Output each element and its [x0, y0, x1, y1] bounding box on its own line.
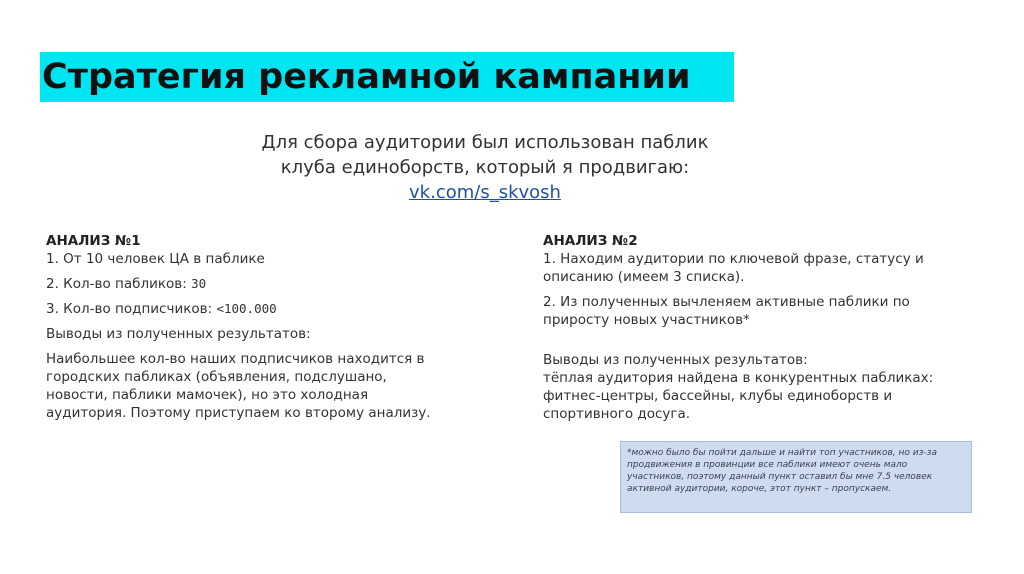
- analysis-1-conclusion-line: Наибольшее кол-во наших подписчиков находится в: [46, 351, 425, 367]
- intro-line: клуба единоборств, который я продвигаю:: [280, 157, 690, 178]
- analysis-2-conclusion-line: тёплая аудитория найдена в конкурентных пабликах:: [543, 370, 934, 386]
- analysis-1-item-2-label: 2. Кол-во пабликов:: [46, 276, 187, 292]
- analysis-1-heading: АНАЛИЗ №1: [46, 233, 141, 249]
- intro-line: Для сбора аудитории был использован паблик: [261, 132, 709, 153]
- analysis-2-item-2: 2. Из полученных вычленяем активные паблики по: [543, 294, 910, 310]
- analysis-1-item-3-value: <100.000: [216, 301, 277, 316]
- analysis-2-item-1: 1. Находим аудитории по ключевой фразе, статусу и: [543, 251, 924, 267]
- analysis-1-section: [46, 232, 466, 422]
- analysis-1-conclusion-line: городских пабликах (объявления, подслушано,: [46, 369, 387, 385]
- footnote-line: продвижения в провинции все паблики имеют очень мало: [627, 460, 908, 470]
- page-title: Стратегия рекламной кампании: [42, 57, 691, 97]
- analysis-1-item-3: [46, 300, 466, 318]
- analysis-1-item-2-value: 30: [191, 276, 207, 291]
- analysis-2-conclusion-line: спортивного досуга.: [543, 406, 691, 422]
- vk-link[interactable]: vk.com/s_skvosh: [409, 182, 561, 203]
- analysis-2-item-1: описанию (имеем 3 списка).: [543, 269, 745, 285]
- footnote-box: [620, 441, 972, 513]
- analysis-2-conclusions-label: Выводы из полученных результатов:: [543, 352, 808, 368]
- analysis-1-item-1: 1. От 10 человек ЦА в паблике: [46, 251, 265, 267]
- footnote-line: участников, поэтому данный пункт оставил бы мне 7.5 человек: [627, 472, 933, 482]
- footnote-line: активной аудитории, короче, этот пункт – пропускаем.: [627, 484, 892, 494]
- analysis-2-heading: АНАЛИЗ №2: [543, 233, 638, 249]
- analysis-2-conclusion-line: фитнес-центры, бассейны, клубы единоборств и: [543, 388, 893, 404]
- footnote-line: *можно было бы пойти дальше и найти топ участников, но из-за: [627, 448, 937, 458]
- analysis-1-item-3-label: 3. Кол-во подписчиков:: [46, 301, 213, 317]
- analysis-1-item-2: [46, 275, 466, 293]
- intro-text: [200, 130, 770, 205]
- analysis-1-conclusion-line: новости, паблики мамочек), но это холодная: [46, 387, 369, 403]
- analysis-2-item-2: приросту новых участников*: [543, 312, 750, 328]
- analysis-1-conclusion-line: аудитория. Поэтому приступаем ко второму анализу.: [46, 405, 431, 421]
- analysis-2-section: [543, 232, 963, 423]
- analysis-1-conclusions-label: Выводы из полученных результатов:: [46, 326, 311, 342]
